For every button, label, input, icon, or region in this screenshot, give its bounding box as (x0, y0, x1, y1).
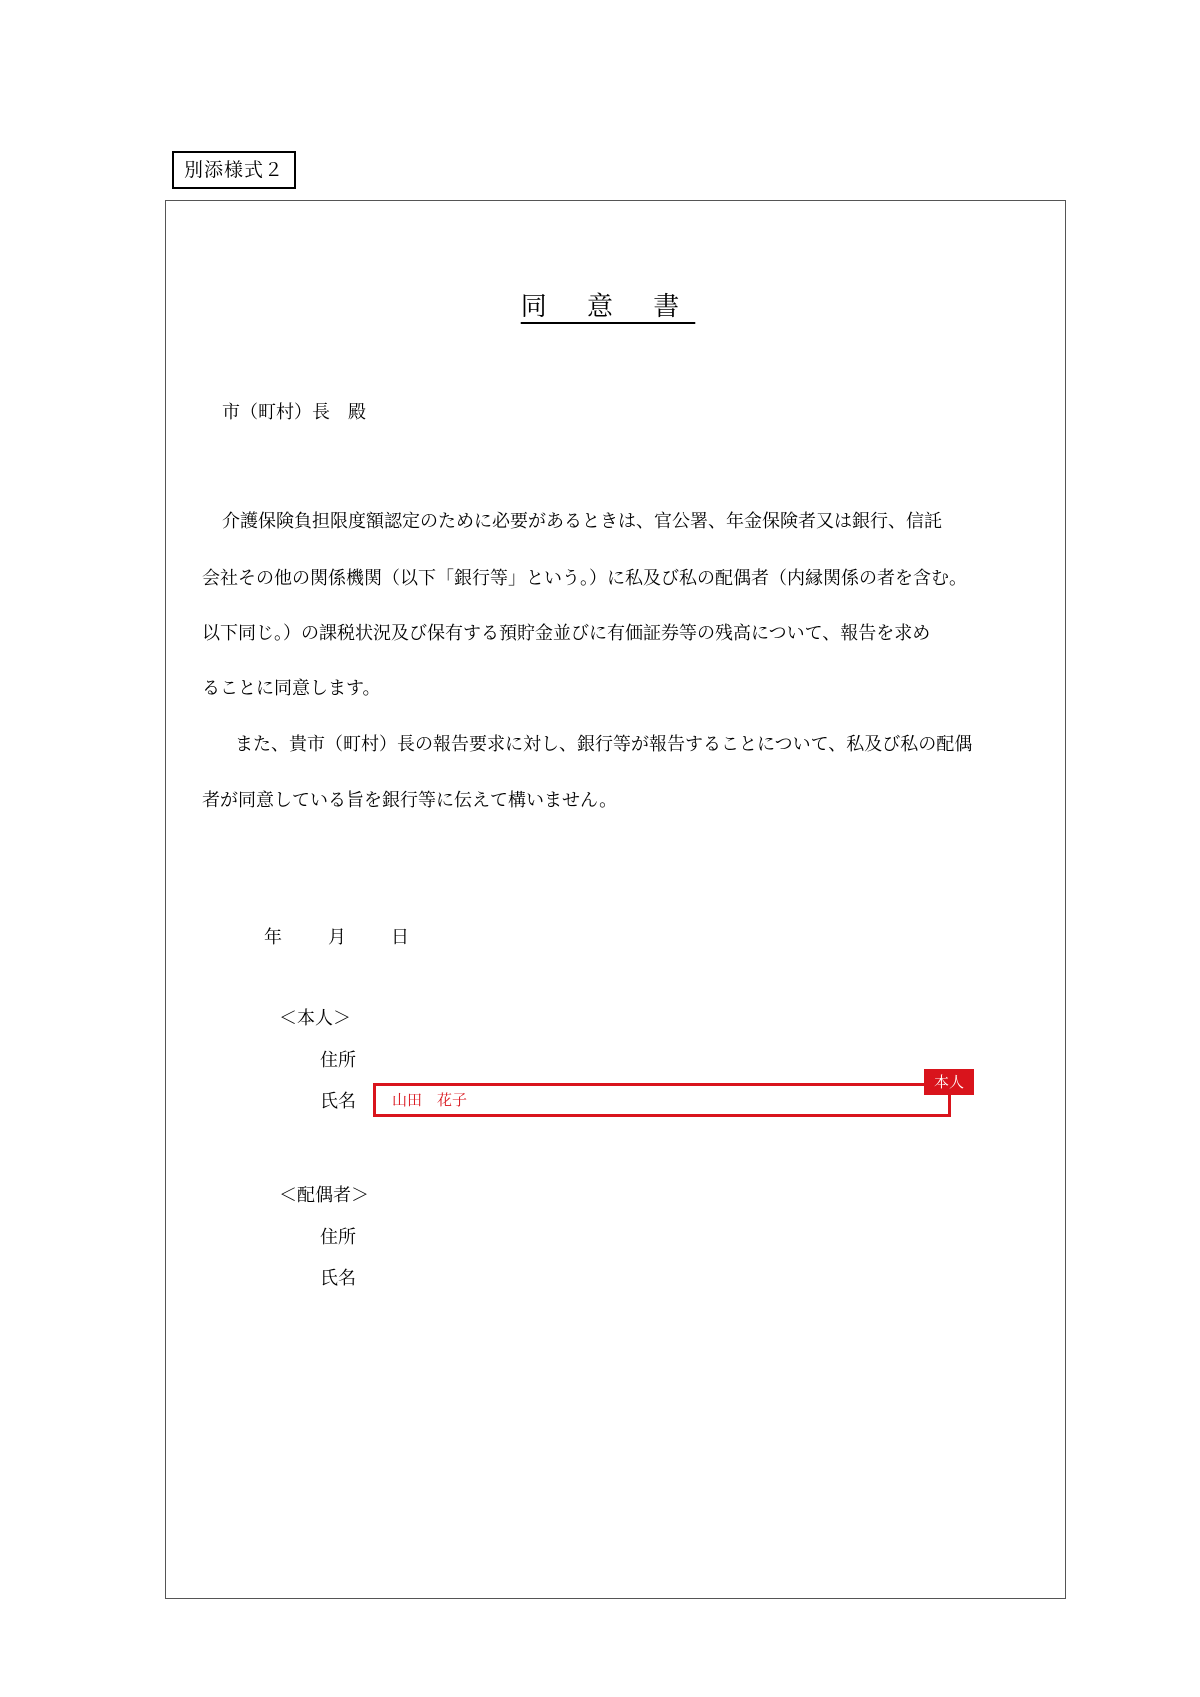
principal-name-field[interactable] (373, 1083, 951, 1117)
date-year-label: 年 (264, 927, 282, 948)
addressee: 市（町村）長 殿 (222, 402, 366, 423)
principal-address-label: 住所 (320, 1050, 356, 1071)
body-line-1: 介護保険負担限度額認定のために必要があるときは、官公署、年金保険者又は銀行、信託 (222, 511, 942, 532)
date-month-label: 月 (328, 927, 346, 948)
document-title-text: 同 意 書 (520, 292, 696, 322)
body-line-6: 者が同意している旨を銀行等に伝えて構いません。 (202, 790, 618, 811)
body-line-2: 会社その他の関係機関（以下「銀行等」という。）に私及び私の配偶者（内縁関係の者を含む。 (202, 568, 967, 589)
principal-tag: 本人 (924, 1069, 974, 1095)
principal-name-value: 山田 花子 (392, 1091, 468, 1109)
principal-heading: ＜本人＞ (279, 1008, 351, 1029)
form-number-label: 別添様式２ (172, 151, 296, 189)
body-line-3: 以下同じ。）の課税状況及び保有する預貯金並びに有価証券等の残高について、報告を求め (202, 623, 931, 644)
document-title (0, 290, 1200, 324)
principal-name-label: 氏名 (320, 1091, 356, 1112)
spouse-address-label: 住所 (320, 1227, 356, 1248)
date-day-label: 日 (391, 927, 409, 948)
spouse-name-label: 氏名 (320, 1268, 356, 1289)
body-line-4: ることに同意します。 (202, 678, 381, 699)
body-line-5: また、貴市（町村）長の報告要求に対し、銀行等が報告することについて、私及び私の配偶 (235, 734, 973, 755)
spouse-heading: ＜配偶者＞ (279, 1185, 369, 1206)
